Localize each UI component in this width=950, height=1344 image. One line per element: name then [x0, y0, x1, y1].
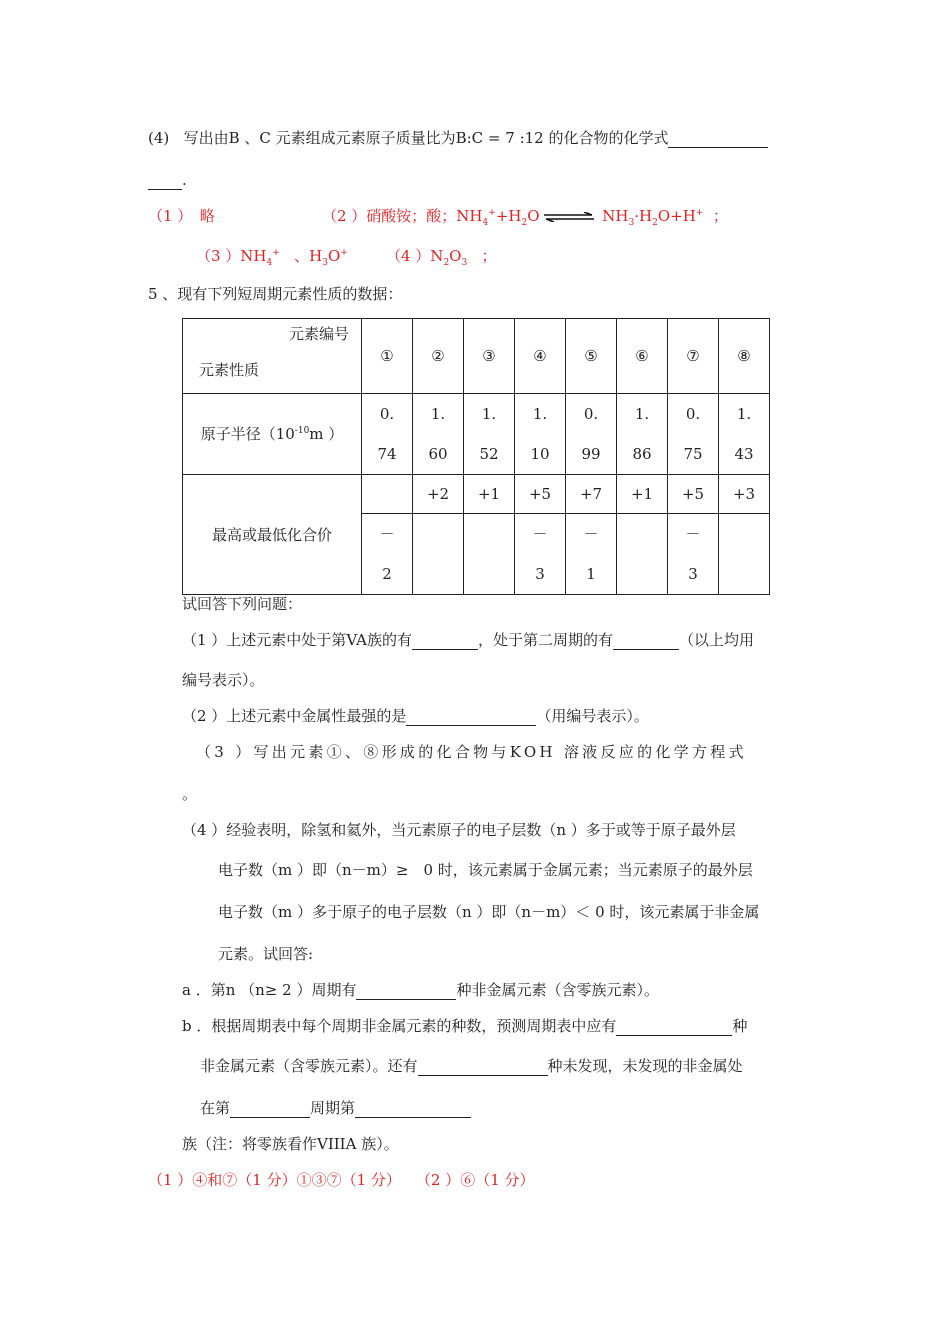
answer-blank[interactable] [613, 633, 679, 650]
a4-o: O [449, 247, 462, 265]
radius-top: 1. [481, 405, 497, 423]
q5-part-a [182, 980, 659, 1000]
equilibrium-arrow-icon [544, 212, 594, 222]
radius-bottom: 74 [377, 445, 397, 463]
p4-line2: 电子数（m ）即（n－m）≥ 0 时，该元素属于金属元素；当元素原子的最外层 [218, 861, 753, 879]
pa-text-b: 种非金属元素（含零族元素）。 [456, 981, 659, 999]
valence-high-cell [362, 475, 413, 514]
a2-sup2: + [695, 208, 704, 218]
q5-part-b-line2 [200, 1056, 743, 1076]
header-element-property: 元素性质 [199, 361, 260, 379]
valence-low-bottom: 2 [382, 565, 392, 583]
a2-prefix: （2 ）硝酸铵；酸；NH [322, 207, 483, 225]
radius-bottom: 86 [632, 445, 652, 463]
a4-sub2: 3 [461, 258, 468, 268]
a2-end: ； [712, 207, 728, 225]
radius-exp: -10 [294, 426, 310, 436]
q5-title [148, 284, 402, 304]
p4-line4: 元素。试回答: [218, 945, 314, 963]
a3-sup: + [272, 248, 280, 258]
q5-part-b-line1 [182, 1016, 747, 1036]
radius-unit: m ） [309, 425, 344, 443]
valence-high-cell: +2 [413, 475, 464, 514]
p1-text-b: ，处于第二周期的有 [477, 631, 613, 649]
radius-top: 1. [532, 405, 548, 423]
a4-end: ； [481, 247, 497, 265]
pb-text-b: 种 [732, 1017, 748, 1035]
a3-sup2: + [340, 248, 348, 258]
q5-part4-line3 [218, 902, 759, 922]
valence-low-top: － [379, 525, 395, 543]
q5-answer-line [148, 1170, 535, 1190]
q5-part-b-line3 [200, 1098, 471, 1118]
answer-blank[interactable] [230, 1101, 310, 1118]
radius-bottom: 52 [479, 445, 499, 463]
answer-a4 [386, 246, 497, 266]
p2-text-a: （2 ）上述元素中金属性最强的是 [182, 707, 407, 725]
radius-top: 0. [379, 405, 395, 423]
p1-text-d: 编号表示）。 [182, 671, 265, 689]
answer-blank[interactable] [616, 1019, 732, 1036]
radius-top: 1. [736, 405, 752, 423]
answer-blank[interactable] [148, 173, 182, 190]
valence-low-bottom: 1 [586, 565, 596, 583]
element-number-cell: ⑥ [617, 319, 668, 394]
radius-label: 原子半径（10 [200, 425, 295, 443]
radius-cell [464, 394, 515, 475]
valence-high-cell: +7 [566, 475, 617, 514]
q4-part4-label: (4) [148, 129, 170, 147]
valence-low-bottom: 3 [688, 565, 698, 583]
a2-tail2: O+H [657, 207, 696, 225]
q4-part4-line [148, 128, 768, 148]
q5-part-b-line4 [182, 1134, 399, 1154]
valence-low-cell [515, 514, 566, 595]
valence-low-cell [719, 514, 770, 595]
p3-end: 。 [182, 785, 198, 803]
element-number-cell: ④ [515, 319, 566, 394]
answer-blank[interactable] [668, 131, 768, 148]
a4-sub1: 2 [443, 258, 450, 268]
valence-high-row [183, 475, 770, 514]
q4-part4-cont [148, 170, 187, 190]
radius-cell [617, 394, 668, 475]
q4-part4-text: 写出由B 、C 元素组成元素原子质量比为B:C = 7 :12 的化合物的化学式 [183, 129, 669, 147]
radius-label-cell [183, 394, 362, 475]
q4-part4-end: . [182, 171, 187, 189]
valence-low-cell [617, 514, 668, 595]
element-number-cell: ⑦ [668, 319, 719, 394]
valence-high-cell: +5 [515, 475, 566, 514]
radius-bottom: 99 [581, 445, 601, 463]
header-corner-cell [183, 319, 362, 394]
table-header-row [183, 319, 770, 394]
answer-blank[interactable] [356, 983, 456, 1000]
pb-text-d: 种未发现，未发现的非金属处 [547, 1057, 743, 1075]
element-number-cell: ① [362, 319, 413, 394]
radius-bottom: 75 [683, 445, 703, 463]
p3-text: （3 ）写出元素①、⑧形成的化合物与KOH 溶液反应的化学方程式 [196, 743, 747, 761]
answer-blank[interactable] [412, 633, 478, 650]
q5-part3 [196, 742, 802, 762]
radius-cell [413, 394, 464, 475]
pb-text-a: b ．根据周期表中每个周期非金属元素的种数，预测周期表中应有 [182, 1017, 617, 1035]
p4-line1: （4 ）经验表明，除氢和氦外，当元素原子的电子层数（n ）多于或等于原子最外层 [182, 821, 736, 839]
p1-text-a: （1 ）上述元素中处于第VA族的有 [182, 631, 412, 649]
a4-label: （4 ）N [386, 247, 444, 265]
pb-text-g: 族（注：将零族看作VIIIA 族）。 [182, 1135, 399, 1153]
header-element-number: 元素编号 [288, 325, 349, 343]
radius-cell [719, 394, 770, 475]
a2-tail1: ·H [634, 207, 653, 225]
radius-cell [566, 394, 617, 475]
q5-part4-line1 [182, 820, 736, 840]
valence-label-cell: 最高或最低化合价 [183, 475, 362, 595]
radius-cell [668, 394, 719, 475]
element-number-cell: ⑤ [566, 319, 617, 394]
answer-a1 [148, 206, 215, 226]
answer-a1-text: （1 ） 略 [148, 207, 215, 225]
p4-line3: 电子数（m ）多于原子的电子层数（n ）即（n－m）＜ 0 时，该元素属于非金属 [218, 903, 760, 921]
valence-high-cell: +1 [617, 475, 668, 514]
valence-low-top: － [583, 525, 599, 543]
a3-o: O [327, 247, 341, 265]
pb-text-f: 周期第 [310, 1099, 356, 1117]
radius-top: 1. [634, 405, 650, 423]
a2-sub3: 2 [652, 218, 658, 228]
radius-bottom: 43 [734, 445, 754, 463]
answer-a3 [196, 246, 348, 266]
answer-a2: （2 ）硝酸铵；酸；$NH_4^++H_2O$ $NH_3\cdot H_2O+H^+$ ； [322, 207, 728, 228]
valence-high-cell: +3 [719, 475, 770, 514]
a2-sub1: 2 [521, 218, 528, 228]
q5-part4-line4 [218, 944, 313, 964]
radius-bottom: 10 [530, 445, 550, 463]
radius-top: 0. [583, 405, 599, 423]
a3-mid: 、H [294, 247, 323, 265]
answer-blank[interactable] [406, 709, 536, 726]
a2-sup: + [488, 208, 496, 218]
q5-part1-line2 [182, 670, 265, 690]
valence-low-cell [464, 514, 515, 595]
q5-answer-text: （1 ）④和⑦（1 分）①③⑦（1 分） （2 ）⑥（1 分） [148, 1171, 535, 1189]
valence-low-top: － [532, 525, 548, 543]
a3-sub: 4 [266, 258, 273, 268]
valence-low-cell [362, 514, 413, 595]
radius-top: 1. [430, 405, 446, 423]
valence-low-cell [668, 514, 719, 595]
pb-text-c: 非金属元素（含零族元素）。还有 [200, 1057, 418, 1075]
valence-low-top: － [685, 525, 701, 543]
valence-high-cell: +1 [464, 475, 515, 514]
radius-row [183, 394, 770, 475]
answer-blank[interactable] [418, 1059, 548, 1076]
answer-blank[interactable] [355, 1101, 471, 1118]
a3-label: （3 ）NH [196, 247, 267, 265]
a3-sub2: 3 [322, 258, 328, 268]
q5-prompt [182, 594, 302, 614]
element-number-cell: ② [413, 319, 464, 394]
element-number-cell: ③ [464, 319, 515, 394]
q5-part1-line1 [182, 630, 754, 650]
valence-high-cell: +5 [668, 475, 719, 514]
a2-o: O [527, 207, 540, 225]
q5-part4-line2 [218, 860, 753, 880]
q5-prompt-text: 试回答下列问题： [182, 595, 303, 613]
radius-cell [362, 394, 413, 475]
q5-part3-end [182, 784, 197, 804]
a2-after: NH [602, 207, 629, 225]
valence-low-cell [413, 514, 464, 595]
a2-mid: +H [495, 207, 522, 225]
valence-low-cell [566, 514, 617, 595]
valence-low-bottom: 3 [535, 565, 545, 583]
p1-text-c: （以上均用 [678, 631, 754, 649]
pb-text-e: 在第 [200, 1099, 231, 1117]
radius-cell [515, 394, 566, 475]
element-properties-table [182, 318, 770, 595]
q5-title-text: 5 、现有下列短周期元素性质的数据： [148, 285, 403, 303]
a2-sub2: 3 [628, 218, 635, 228]
pa-text-a: a ．第n （n≥ 2 ）周期有 [182, 981, 357, 999]
radius-top: 0. [685, 405, 701, 423]
p2-text-b: （用编号表示）。 [536, 707, 649, 725]
element-number-cell: ⑧ [719, 319, 770, 394]
q5-part2 [182, 706, 649, 726]
radius-bottom: 60 [428, 445, 448, 463]
